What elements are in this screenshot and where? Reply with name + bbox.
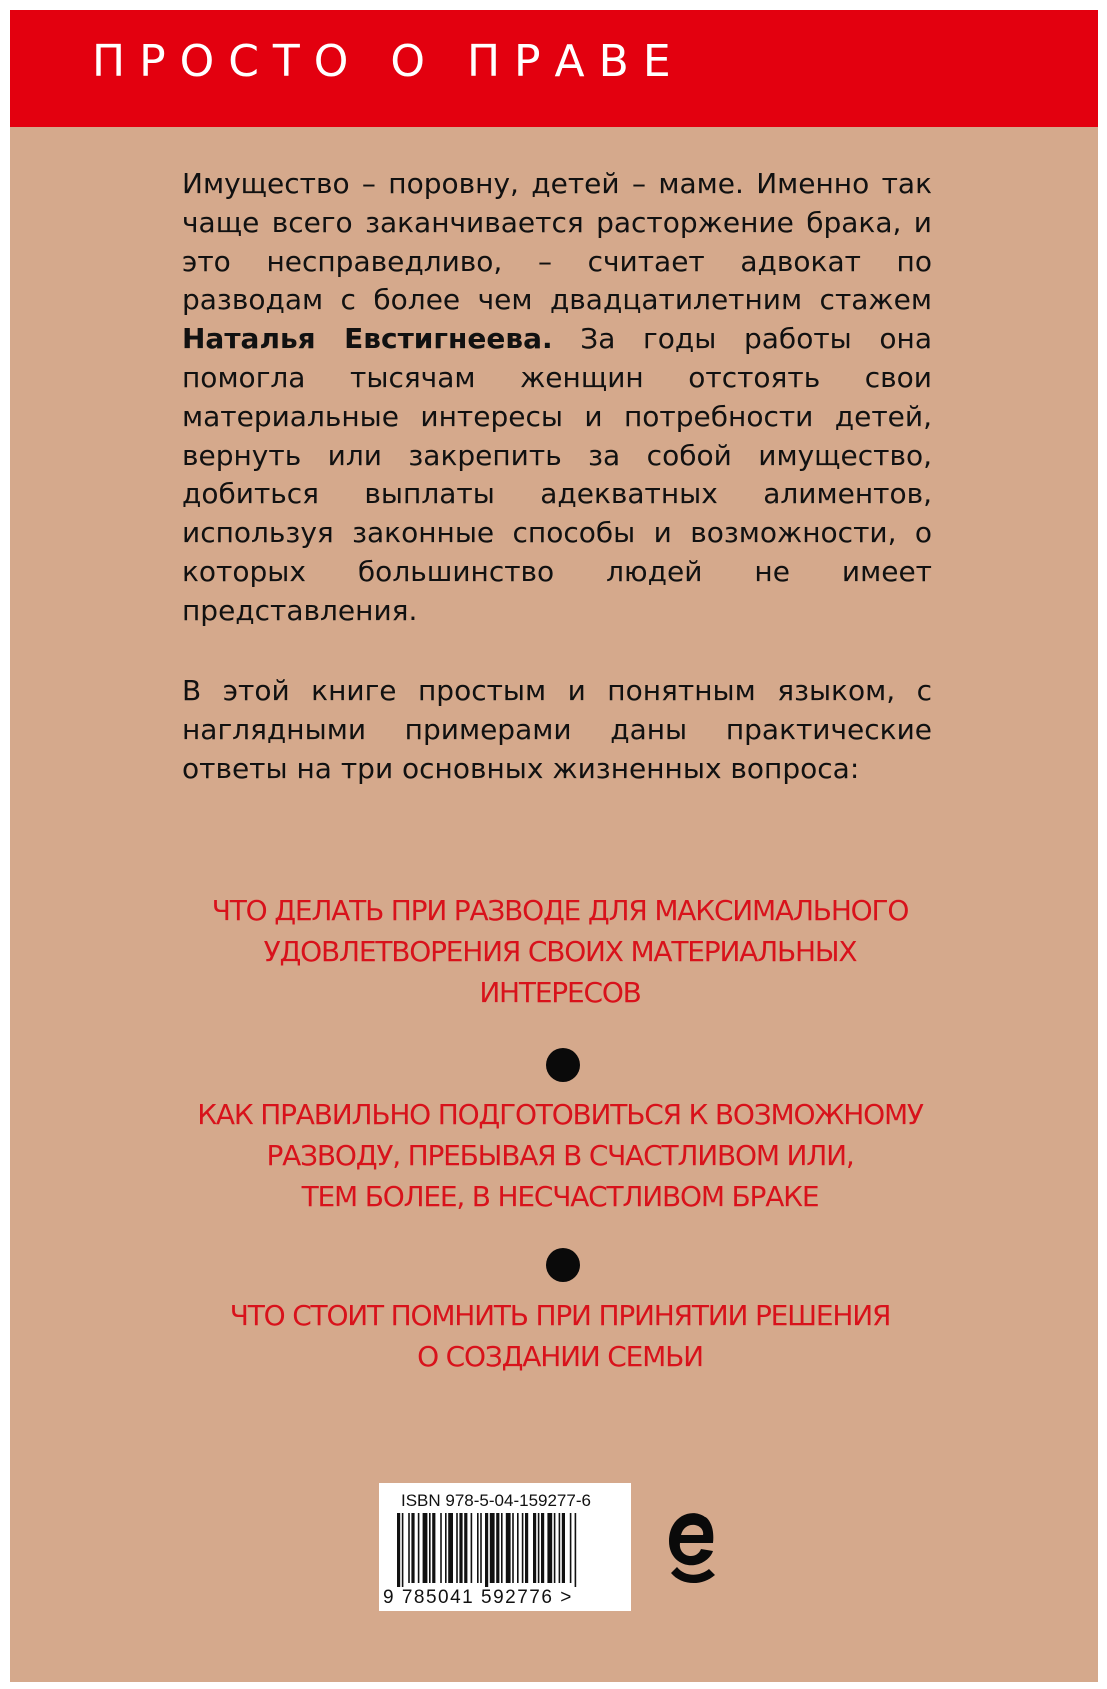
question-3-line-2: О СОЗДАНИИ СЕМЬИ (417, 1340, 703, 1373)
barcode-bar (456, 1513, 458, 1583)
barcode-bar (506, 1513, 511, 1583)
barcode-bar (541, 1513, 544, 1583)
description-text-start: Имущество – поровну, детей – маме. Именно так чаще всего заканчивается расторжение брака, и это несправедливо, – считает адвокат по разводам с более чем двадцатилетним стажем (182, 167, 932, 317)
question-2-line-1: КАК ПРАВИЛЬНО ПОДГОТОВИТЬСЯ К ВОЗМОЖНОМУ (197, 1098, 923, 1131)
barcode-bar (570, 1513, 572, 1583)
barcode-bar (448, 1513, 453, 1583)
question-3 (110, 1295, 1010, 1377)
question-1-line-1: ЧТО ДЕЛАТЬ ПРИ РАЗВОДЕ ДЛЯ МАКСИМАЛЬНОГО (211, 894, 909, 927)
barcode-bar (418, 1513, 420, 1583)
barcode-bar (559, 1513, 561, 1583)
barcode-bar (429, 1513, 431, 1583)
question-2 (110, 1094, 1010, 1217)
barcode-bar (517, 1513, 519, 1583)
barcode-icon (397, 1513, 615, 1587)
isbn-label: ISBN 978-5-04-159277-6 (401, 1491, 591, 1510)
back-cover (10, 10, 1098, 1682)
barcode-bar (471, 1513, 473, 1583)
barcode-bar (423, 1513, 428, 1583)
question-1-line-2: УДОВЛЕТВОРЕНИЯ СВОИХ МАТЕРИАЛЬНЫХ (263, 935, 857, 968)
question-1-line-3: ИНТЕРЕСОВ (479, 976, 641, 1009)
barcode-digits: 9 785041 592776 > (383, 1587, 573, 1608)
barcode-bar (440, 1513, 442, 1583)
barcode-bar (459, 1513, 462, 1583)
barcode-bar (522, 1513, 524, 1583)
description-paragraph-2: В этой книге простым и понятным языком, с наглядными примерами даны практические ответы на три основных жизненных вопроса: (182, 674, 932, 785)
barcode-bar (402, 1513, 404, 1587)
series-title: П Р О С Т О О П Р А В Е (92, 36, 671, 87)
barcode-bar (445, 1513, 447, 1583)
barcode-bar (397, 1513, 400, 1587)
barcode-bar (554, 1513, 556, 1583)
barcode-bar (411, 1513, 414, 1583)
barcode-bar (538, 1513, 540, 1583)
barcode-bar (496, 1513, 499, 1583)
barcode-bar (432, 1513, 435, 1583)
barcode-bar (533, 1513, 536, 1583)
barcode-bar (562, 1513, 565, 1583)
question-2-line-3: ТЕМ БОЛЕЕ, В НЕСЧАСТЛИВОМ БРАКЕ (301, 1180, 819, 1213)
barcode-bar (485, 1513, 488, 1587)
eksmo-logo-icon (661, 1503, 721, 1593)
barcode-bar (477, 1513, 479, 1583)
series-header-bar (10, 10, 1098, 127)
barcode-bar (480, 1513, 482, 1583)
description-text-end: За годы работы она помогла тысячам женщин отстоять свои материальные интересы и потребности детей, вернуть или закрепить за собой имущество, добиться выплаты адекватных алиментов, используя законные способы и возможности, о которых большинство людей не имеет представления. (182, 322, 932, 627)
description-paragraph-1 (182, 165, 932, 631)
barcode-bar (464, 1513, 467, 1583)
question-2-line-2: РАЗВОДУ, ПРЕБЫВАЯ В СЧАСТЛИВОМ ИЛИ, (266, 1139, 854, 1172)
barcode-bar (575, 1513, 577, 1587)
barcode-bar (525, 1513, 528, 1583)
barcode-bar (490, 1513, 495, 1583)
bullet-dot (546, 1248, 580, 1282)
barcode-bar (408, 1513, 410, 1583)
bullet-dot (546, 1048, 580, 1082)
question-1 (110, 890, 1010, 1013)
author-name: Наталья Евстигнеева. (182, 322, 553, 356)
barcode-bar (512, 1513, 514, 1583)
isbn-barcode (379, 1483, 631, 1611)
barcode-bar (501, 1513, 503, 1583)
question-3-line-1: ЧТО СТОИТ ПОМНИТЬ ПРИ ПРИНЯТИИ РЕШЕНИЯ (229, 1299, 891, 1332)
barcode-bar (547, 1513, 552, 1583)
